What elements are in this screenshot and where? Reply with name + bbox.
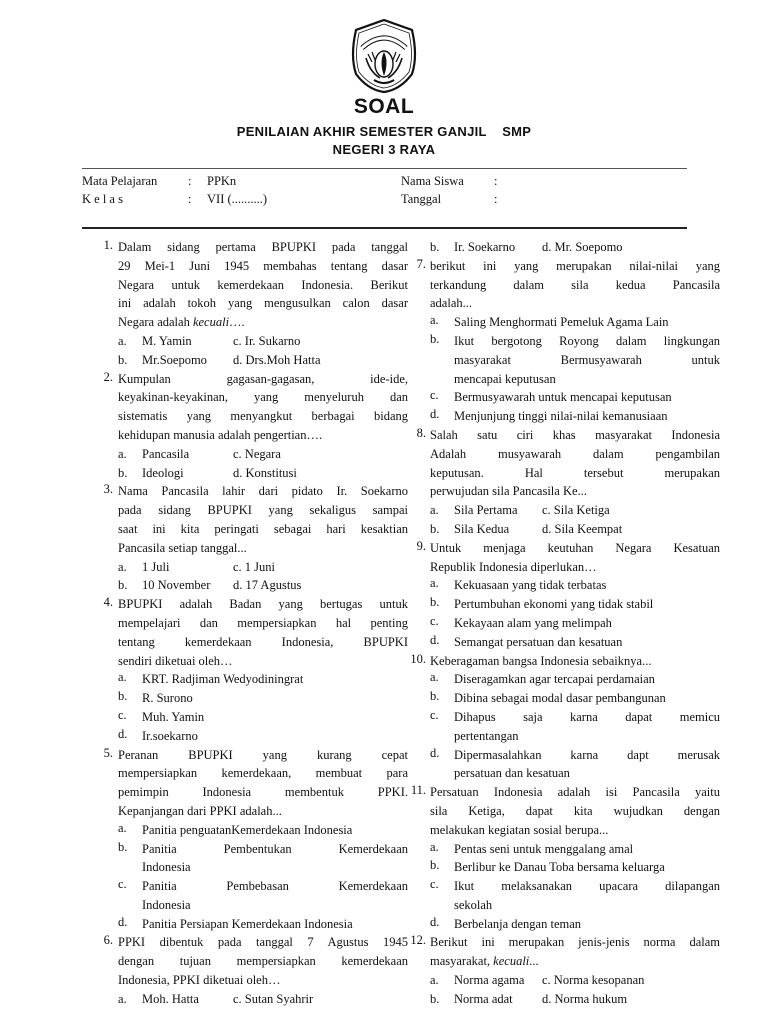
option-letter: a. [430,576,439,591]
option-letter: a. [430,313,439,328]
question-item [410,783,720,933]
question-text-tail: …. [229,315,245,330]
option-text: Semangat persatuan dan kesatuan [454,634,623,649]
question-text-line [430,652,720,671]
question-text-tail: ... [529,954,539,969]
question-text: Salah satu ciri khas masyarakat Indonesia [430,427,720,442]
question-text-line [118,482,408,501]
question-text-line [430,426,720,445]
kelas-sep: : [188,192,192,206]
right-column [410,238,720,1009]
answer-option-row [118,445,408,464]
question-text: Persatuan Indonesia adalah isi Pancasila yaitu [430,785,720,800]
question-text-line [430,821,720,840]
answer-option-row [118,558,408,577]
exam-subtitle-line1: PENILAIAN AKHIR SEMESTER GANJIL SMP [236,124,532,139]
option-text: Kekuasaan yang tidak terbatas [454,578,607,593]
option-letter: b. [118,578,128,593]
answer-option[interactable] [430,877,720,915]
answer-option[interactable]: c. Sutan Syahrir [233,991,314,1006]
option-text: Bermusyawarah untuk mencapai keputusan [454,390,672,405]
option-letter: b. [118,465,128,480]
option-letter: b. [430,240,440,254]
question-text: Kumpulan gagasan-gagasan, ide-ide, [118,371,408,386]
question-text-line [430,802,720,821]
question-emphasis: kecuali [493,954,530,969]
question-text: Peranan BPUPKI yang kurang cepat [118,747,408,762]
question-item [410,933,720,1008]
option-letter: c. [430,613,439,628]
option-letter: a. [430,670,439,685]
option-text: Ir.soekarno [142,728,198,743]
question-text: adalah... [430,296,472,311]
answer-option[interactable] [430,614,720,633]
answer-option-row [118,464,408,483]
question-text-line [118,294,408,313]
option-letter: c. [118,877,127,892]
question-text: Negara untuk kemerdekaan Indonesia. Berikut [118,277,408,292]
option-text: Indonesia [142,860,191,875]
question-item [103,482,408,595]
question-item [410,651,720,784]
question-text-line [430,257,720,276]
option-text: Panitia Persiapan Kemerdekaan Indonesia [142,916,353,931]
question-text-line [430,276,720,295]
question-text: Republik Indonesia diperlukan… [430,559,597,574]
answer-option[interactable] [430,746,720,784]
answer-option[interactable]: Norma adat [454,991,513,1006]
answer-option[interactable] [118,821,408,840]
option-letter: c. [430,877,439,892]
question-text-line [118,520,408,539]
question-text-line [430,294,720,313]
question-number: 9. [416,538,426,553]
answer-option[interactable] [430,407,720,426]
question-text: tentang kemerdekaan Indonesia, BPUPKI [118,634,408,649]
question-text: sendiri diketuai oleh… [118,653,233,668]
mapel-label: Mata Pelajaran [82,174,158,188]
header-rule-top [82,168,687,169]
option-letter: b. [430,689,440,704]
answer-option[interactable] [430,670,720,689]
answer-option-row [118,576,408,595]
kelas-value: VII (..........) [207,192,268,206]
option-text: Ikut bergotong Royong dalam lingkungan [454,333,720,348]
answer-option[interactable]: Norma agama [454,973,525,988]
option-text: sekolah [454,897,493,912]
question-text-line [118,802,408,821]
question-text-line [430,933,720,952]
option-letter: b. [118,352,128,367]
question-text: kehidupan manusia adalah pengertian…. [118,427,323,442]
option-text: Pentas seni untuk menggalang amal [454,841,634,856]
question-text-line [118,595,408,614]
question-text: pemimpin Indonesia membentuk PPKI. [118,785,408,800]
option-text: Dibina sebagai modal dasar pembangunan [454,691,666,706]
question-text-line [118,313,408,332]
option-text: KRT. Radjiman Wedyodiningrat [142,672,304,687]
question-text: mempersiapkan kemerdekaan, membuat para [118,766,408,781]
answer-option[interactable]: d. Drs.Moh Hatta [233,352,321,367]
option-letter: a. [118,333,127,348]
question-text: Pancasila setiap tanggal... [118,540,247,555]
answer-option[interactable]: 10 November [142,578,211,593]
answer-option[interactable]: Mr.Soepomo [142,352,207,367]
question-text: Negara adalah [118,315,193,330]
answer-option[interactable] [430,840,720,859]
answer-option[interactable]: c. Sila Ketiga [542,503,610,518]
left-column [103,238,408,1009]
question-number: 8. [416,425,426,440]
question-text: perwujudan sila Pancasila Ke... [430,484,587,499]
option-letter: b. [430,858,440,873]
option-letter: b. [430,595,440,610]
exam-subtitle-line2: NEGERI 3 RAYA [332,142,436,157]
answer-option-row [118,990,408,1009]
option-text: Dihapus saja karna dapat memicu [454,709,720,724]
answer-option[interactable]: c. Norma kesopanan [542,973,645,988]
question-text: dengan tujuan mempersiapkan kemerdekaan [118,954,408,969]
question-text: Indonesia, PPKI diketuai oleh… [118,973,281,988]
answer-option[interactable] [430,313,720,332]
answer-option[interactable] [430,595,720,614]
question-text-line [430,558,720,577]
answer-option[interactable] [430,576,720,595]
question-item [430,238,720,257]
option-text: pertentangan [454,728,519,743]
option-letter: a. [430,503,439,518]
question-text: sila Ketiga, dapat kita wujudkan dengan [430,803,720,818]
option-text: Panitia Pembebasan Kemerdekaan [142,879,408,894]
answer-option[interactable] [430,689,720,708]
answer-option-row [430,990,720,1009]
answer-option[interactable]: d. 17 Agustus [233,578,302,593]
answer-option[interactable]: 1 Juli [142,559,170,574]
answer-option-row [430,971,720,990]
answer-option[interactable] [430,332,720,388]
answer-option[interactable] [118,727,408,746]
question-text-line [118,783,408,802]
option-text: Panitia Pembentukan Kemerdekaan [142,841,408,856]
option-letter: d. [430,745,440,760]
question-text-line [430,783,720,802]
answer-option[interactable]: Sila Pertama [454,503,518,518]
option-text: Indonesia [142,897,191,912]
answer-option[interactable]: c. Ir. Sukarno [233,333,301,348]
option-letter: b. [430,521,440,536]
answer-option[interactable] [118,840,408,878]
answer-option[interactable] [430,633,720,652]
question-text: saat ini kita peringati sebagai hari kesaktian [118,521,408,536]
question-text-line [118,652,408,671]
option-text: Menjunjung tinggi nilai-nilai kemanusiaan [454,409,668,424]
question-text: keyakinan-keyakinan, yang menyeluruh dan [118,390,408,405]
question-number: 2. [103,369,113,384]
answer-option[interactable]: M. Yamin [142,333,192,348]
option-letter: a. [118,991,127,1006]
question-text: 29 Mei-1 Juni 1945 membahas tentang dasar [118,258,408,273]
question-text-line [430,464,720,483]
answer-option[interactable]: Ideologi [142,465,184,480]
option-letter: d. [430,632,440,647]
page-title: SOAL [353,95,415,118]
question-text-line [118,933,408,952]
answer-option[interactable] [118,877,408,915]
answer-option-row [118,332,408,351]
option-text: Pertumbuhan ekonomi yang tidak stabil [454,597,654,612]
question-text-line [118,539,408,558]
question-columns [0,238,768,1024]
question-text-line [430,482,720,501]
question-number: 11. [410,783,426,798]
option-text: Saling Menghormati Pemeluk Agama Lain [454,315,669,330]
option-letter: c. [430,707,439,722]
question-text: Dalam sidang pertama BPUPKI pada tanggal [118,240,408,254]
question-item [103,369,408,483]
option-letter: d. [430,407,440,422]
question-text: Berikut ini merupakan jenis-jenis norma dalam [430,935,720,950]
question-text-line [118,238,408,257]
question-item [103,745,408,934]
question-text: ini adalah tokoh yang mengusulkan calon dasar [118,296,408,311]
question-text: berikut ini yang merupakan nilai-nilai yang [430,258,720,273]
answer-option[interactable] [430,858,720,877]
answer-option[interactable] [118,708,408,727]
question-text-line [118,971,408,990]
question-item [103,595,408,745]
question-item [416,538,720,652]
option-letter: a. [430,839,439,854]
question-text: Nama Pancasila lahir dari pidato Ir. Soekarno [118,484,408,499]
option-letter: a. [430,973,439,988]
answer-option[interactable]: d. Sila Keempat [542,521,623,536]
question-text: BPUPKI adalah Badan yang bertugas untuk [118,597,408,612]
question-number: 12. [410,933,426,948]
question-text-line [118,388,408,407]
option-text: Berlibur ke Danau Toba bersama keluarga [454,860,665,875]
mapel-value: PPKn [207,174,237,188]
question-text-line [118,501,408,520]
tanggal-label: Tanggal [401,192,442,206]
question-item [416,256,720,426]
question-number: 4. [103,595,113,610]
nama-siswa-label: Nama Siswa [401,174,464,188]
question-text: mempelajari dan mempersiapkan hal penting [118,615,408,630]
question-text-line [118,370,408,389]
option-text: persatuan dan kesatuan [454,766,570,781]
question-number: 5. [103,745,113,760]
question-number: 6. [103,933,113,948]
question-number: 1. [103,238,113,252]
option-text: mencapai keputusan [454,371,556,386]
answer-option[interactable] [430,708,720,746]
answer-option-row [430,520,720,539]
question-text-line [118,764,408,783]
answer-option-row [118,351,408,370]
question-text-line [118,257,408,276]
option-text: Dipermasalahkan karna dapt merusak [454,747,720,762]
kelas-label: K e l a s [82,192,123,206]
option-letter: b. [430,991,440,1006]
question-text: pada sidang BPUPKI yang sekaligus sampai [118,503,408,518]
question-text-line [118,952,408,971]
question-text: terkandung dalam sila kedua Pancasila [430,277,720,292]
option-letter: a. [118,670,127,685]
nama-siswa-sep: : [494,174,498,188]
option-letter: d. [118,726,128,741]
answer-option[interactable]: Pancasila [142,446,190,461]
option-text: Ikut melaksanakan upacara dilapangan [454,879,720,894]
question-text: sistematis yang menyangkut berbagai bidang [118,409,408,424]
answer-option[interactable]: d. Mr. Soepomo [542,240,623,254]
question-text-line [118,746,408,765]
question-text: Adalah musyawarah dalam pengambilan [430,446,720,461]
answer-option[interactable]: d. Norma hukum [542,991,628,1006]
header-rule-bottom [82,227,687,229]
option-letter: b. [430,331,440,346]
answer-option[interactable]: Sila Kedua [454,521,510,536]
answer-option[interactable] [430,388,720,407]
question-text-line [118,614,408,633]
option-text: Berbelanja dengan teman [454,916,582,931]
option-letter: b. [118,689,128,704]
option-letter: a. [118,820,127,835]
answer-option[interactable]: Moh. Hatta [142,991,199,1006]
question-text-line [430,445,720,464]
question-item [416,425,720,539]
option-text: R. Surono [142,691,193,706]
question-number: 3. [103,482,113,497]
answer-option-row [430,238,720,257]
question-text-line [118,633,408,652]
question-text: keputusan. Hal tersebut merupakan [430,465,720,480]
question-text-line [118,276,408,295]
tanggal-sep: : [494,192,498,206]
tut-wuri-handayani-logo [346,18,422,94]
question-text: Untuk menjaga keutuhan Negara Kesatuan [430,540,720,555]
question-number: 10. [410,651,426,666]
answer-option[interactable] [118,670,408,689]
question-number: 7. [416,256,426,271]
answer-option[interactable]: d. Konstitusi [233,465,297,480]
option-letter: c. [118,707,127,722]
question-text: PPKI dibentuk pada tanggal 7 Agustus 1945 [118,935,408,950]
question-text: masyarakat, [430,954,494,969]
answer-option[interactable] [118,689,408,708]
answer-option[interactable]: Ir. Soekarno [454,240,516,254]
answer-option[interactable] [118,915,408,934]
answer-option[interactable] [430,915,720,934]
option-text: masyarakat Bermusyawarah untuk [454,352,720,367]
question-emphasis: kecuali [192,315,230,330]
option-letter: d. [430,914,440,929]
question-text: Keberagaman bangsa Indonesia sebaiknya... [430,653,652,668]
option-text: Diseragamkan agar tercapai perdamaian [454,672,655,687]
question-text-line [118,426,408,445]
option-text: Muh. Yamin [142,709,205,724]
question-text-line [430,952,720,971]
answer-option[interactable]: c. Negara [233,446,281,461]
question-text-line [118,407,408,426]
option-letter: b. [118,839,128,854]
option-text: Kekayaan alam yang melimpah [454,615,612,630]
answer-option-row [430,501,720,520]
question-text: Kepanjangan dari PPKI adalah... [118,803,282,818]
question-text-line [430,539,720,558]
answer-option[interactable]: c. 1 Juni [233,559,276,574]
option-letter: a. [118,446,127,461]
question-text: melakukan kegiatan sosial berupa... [430,822,609,837]
option-letter: d. [118,914,128,929]
option-text: Panitia penguatanKemerdekaan Indonesia [142,822,353,837]
option-letter: a. [118,559,127,574]
mapel-sep: : [188,174,192,188]
question-item [103,933,408,1008]
option-letter: c. [430,388,439,403]
question-item [103,238,408,370]
